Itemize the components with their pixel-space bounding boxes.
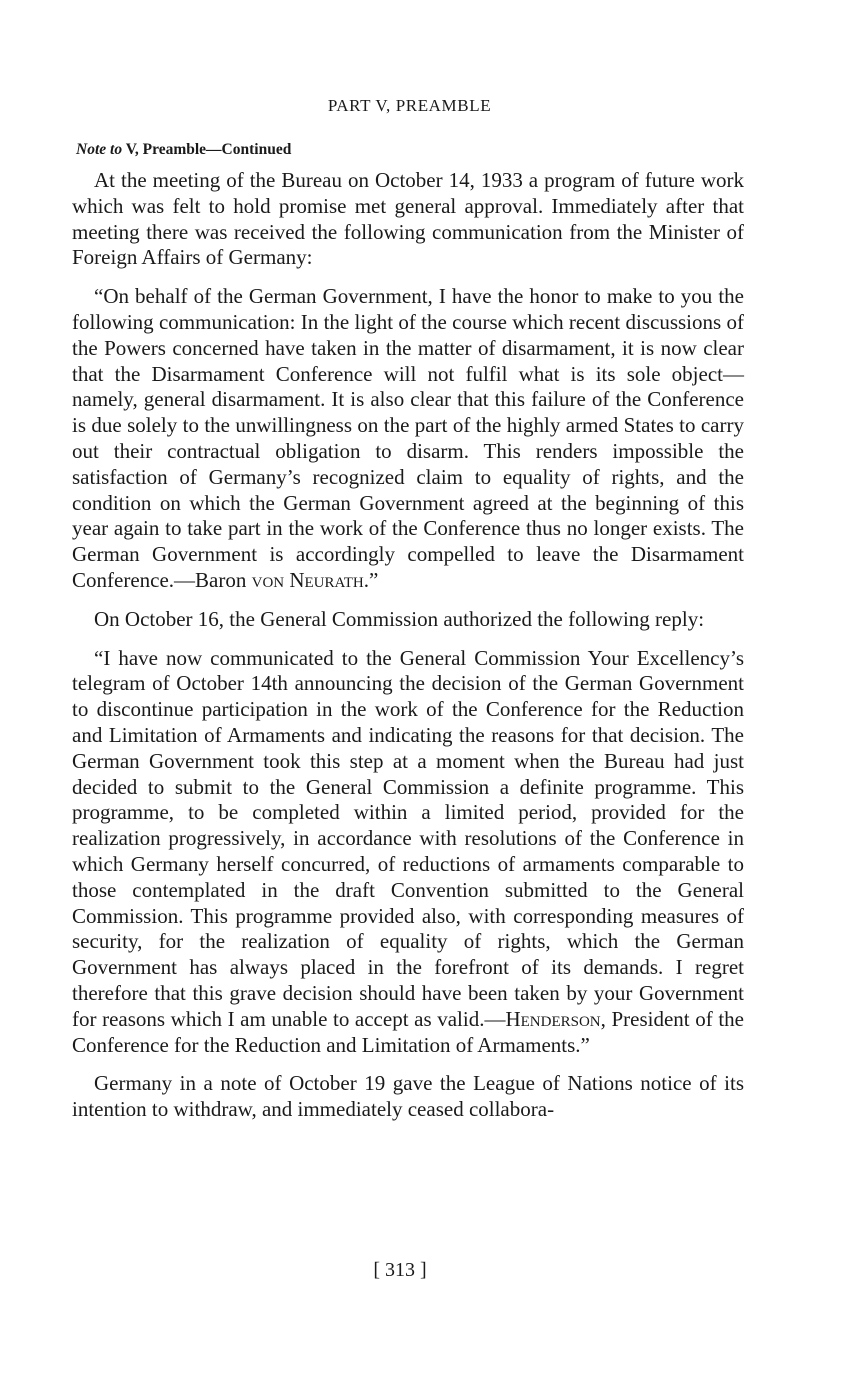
paragraph-2-text: “On behalf of the German Government, I have the honor to make to you the following communication: In the light of the course which recent discussions of the Powers concerned have taken in the matter of disarmament, it is now clear that the Disarmament Conference will not fulfil what is its sole object—namely, general disarmament. It is also clear that this failure of the Conference is due solely to the unwillingness on the part of the highly armed States to carry out their contractual obligation to disarm. This renders impossible the satisfaction of Germany’s recognized claim to equality of rights, and the condition on which the German Government agreed at the beginning of this year again to take part in the work of the Conference thus no longer exists. The German Government is accordingly compelled to leave the Disarmament Conference.—Baron [72, 284, 744, 592]
paragraph-2-quote [72, 284, 744, 594]
note-heading-rest: V, Preamble—Continued [125, 141, 292, 158]
paragraph-4-close: , President of the Conference for the Reduction and Limitation of Armaments.” [72, 1006, 744, 1057]
paragraph-2-close: .” [363, 567, 379, 592]
paragraph-4-text: “I have now communicated to the General Commission Your Excellency’s telegram of October 14th announcing the decision of the German Government to discontinue participation in the work of the Conference for the Reduction and Limitation of Armaments and indicating the reasons for that decision. The German Government took this step at a moment when the Bureau had just decided to submit to the General Commission a definite programme. This programme, to be completed within a limited period, provided for the realization progressively, in accordance with resolutions of the Conference in which Germany herself concurred, of reductions of armaments comparable to those contemplated in the draft Convention submitted to the General Commission. This programme provided also, with corresponding measures of security, for the realization of equality of rights, which the German Government has always placed in the forefront of its demands. I regret therefore that this grave decision should have been taken by your Government for reasons which I am unable to accept as valid.— [72, 645, 744, 1031]
note-heading-to: to [110, 141, 123, 158]
page-number: [ 313 ] [373, 1259, 427, 1281]
body-text [72, 168, 744, 1136]
running-head: PART V, PREAMBLE [327, 96, 492, 115]
paragraph-5: Germany in a note of October 19 gave the League of Nations notice of its intention to withdraw, and immediately ceased collabora- [72, 1071, 744, 1122]
signature-henderson: Henderson [505, 1006, 601, 1031]
signature-neurath: von Neurath [251, 567, 364, 592]
note-heading [76, 141, 291, 159]
paragraph-4-quote [72, 646, 744, 1059]
paragraph-3: On October 16, the General Commission authorized the following reply: [94, 606, 705, 631]
paragraph-1: At the meeting of the Bureau on October 14, 1933 a program of future work which was felt to hold promise met general approval. Immediately after that meeting there was received the following communication from the Minister of Foreign Affairs of Germany: [72, 168, 744, 270]
note-heading-note: Note [76, 141, 107, 158]
